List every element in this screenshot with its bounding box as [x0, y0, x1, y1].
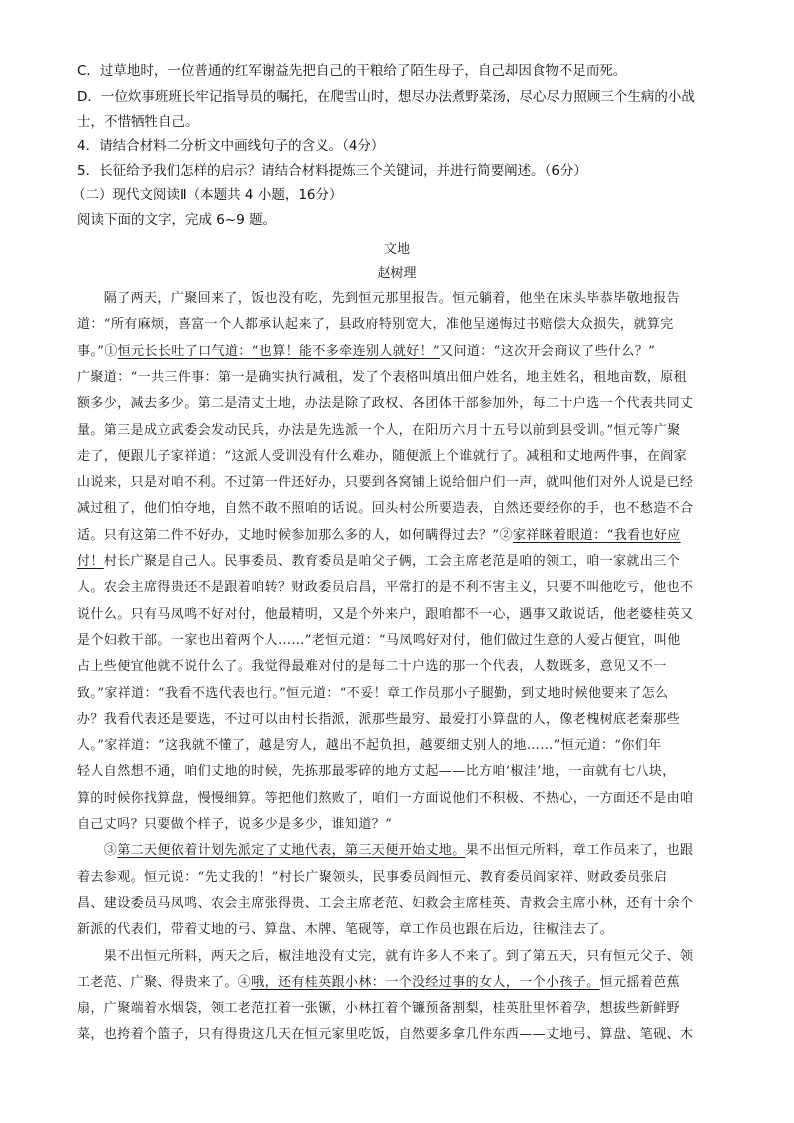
text-run: 新派的代表们，带着丈地的弓、算盘、木牌、笔砚等，章工作员也跟在后边，往椒洼去了。: [77, 922, 614, 938]
article-line: [77, 473, 727, 493]
article-line: [77, 368, 727, 388]
text-run: 额多少，减去多少。第二是清丈土地，办法是除了政权、各团体干部参加外，每二十户选一个代表共同丈: [77, 396, 694, 412]
underlined-sentence: 哦，还有桂英跟小林：一个没经过事的女人，一个小孩子。: [251, 974, 600, 990]
text-run: 走了，便跟儿子家祥道：“这派人受训没有什么难办，随便派上个谁就行了。减租和丈地两件事，在阎家: [77, 448, 688, 464]
text-run: 菜，也挎着个篮子，只有得贵这几天在恒元家里吃饭，自然要多拿几件东西——丈地弓、算盘、笔砚、木: [77, 1027, 694, 1043]
article-line: [77, 815, 727, 835]
article-line: [77, 920, 727, 940]
underlined-sentence: 家祥眯着眼道：“我看也好应: [512, 527, 681, 543]
text-run: 轻人自然想不通，咱们丈地的时候，先拣那最零碎的地方丈起——比方咱‘椒洼’地，一亩就有七八块，: [77, 764, 676, 780]
text-run: 减过租了，他们怕夺地，自然不敢不照咱的话说。回头村公所要造表，自然还要经你的手，也不愁造不合: [77, 501, 694, 517]
article-line: [77, 499, 727, 519]
underlined-sentence: 第二天便依着计划先派定了丈地代表，第三天便开始丈地。: [117, 843, 466, 859]
text-run: 广聚道：“一共三件事：第一是确实执行减租，发了个表格叫填出佃户姓名，地主姓名，租地亩数，原租: [77, 369, 688, 385]
reading-instruction: 阅读下面的文字，完成 6~9 题。: [77, 212, 277, 228]
text-run: 占上些便宜他就不说什么了。我觉得最难对付的是每二十户选的那一个代表，人数既多，意见又不一: [77, 659, 667, 675]
text-run: ③: [77, 843, 118, 859]
text-run: 算的时候你找算盘，慢慢细算。等把他们熬败了，咱们一方面说他们不积极、不热心，一方面还不是由咱: [77, 790, 694, 806]
article-line: [77, 289, 727, 309]
text-run: 着去参观。恒元说：“先丈我的！”村长广聚领头，民事委员阎恒元、教育委员阎家祥、财政委员张启: [77, 869, 668, 885]
article-line: [77, 762, 727, 782]
article-line: [77, 552, 727, 572]
article-line: [77, 315, 727, 335]
article-line: [77, 447, 727, 467]
article-line: [77, 736, 727, 756]
underlined-sentence: 付！: [77, 554, 104, 569]
text-run: 果不出恒元所料，章工作员来了，也跟: [465, 843, 694, 859]
article-line: [77, 421, 727, 441]
article-line: [77, 947, 727, 967]
article-line: [77, 605, 727, 625]
option-d-line-2: 士，不惜牺牲自己。: [77, 114, 199, 130]
article-line: [77, 789, 727, 809]
text-run: 昌、建设委员马凤鸣、农会主席张得贵、工会主席老范、妇救会主席桂英、青救会主席小林，还有十余个: [77, 895, 694, 911]
article-line: [77, 342, 727, 362]
article-line: [77, 657, 727, 677]
text-run: 山说来，只是对咱不利。不过第一件还好办，只要到各窝铺上说给佃户们一声，就叫他们对外人说是已经: [77, 475, 694, 491]
text-run: 人。农会主席得贵还不是跟着咱转？财政委员启昌，平常打的是不利不害主义，只要不叫他吃亏，他也不: [77, 580, 694, 596]
text-run: 量。第三是成立武委会发动民兵，办法是先选派一个人，在阳历六月十五号以前到县受训。”恒元等广聚: [77, 422, 681, 438]
article-line: [77, 526, 727, 546]
text-run: 恒元摇着芭蕉: [599, 974, 681, 990]
question-5: 5．长征给予我们怎样的启示？请结合材料提炼三个关键词，并进行简要阐述。（6分）: [77, 163, 587, 179]
article-line: [77, 710, 727, 730]
article-line: [77, 684, 727, 704]
text-run: 人。”家祥道：“这我就不懂了，越是穷人，越出不起负担，越要细丈别人的地……”恒元道：“你们年: [77, 738, 662, 754]
text-run: 是个妇救干部。一家也出着两个人……”老恒元道：“马凤鸣好对付，他们做过生意的人爱占便宜，叫他: [77, 632, 681, 648]
text-run: 又问道：“这次开会商议了些什么？”: [440, 343, 656, 359]
text-run: 隔了两天，广聚回来了，饭也没有吃，先到恒元那里报告。恒元躺着，他坐在床头毕恭毕敬地报告: [77, 291, 681, 306]
option-d-line-1: D．一位炊事班班长牢记指导员的嘱托，在爬雪山时，想尽办法煮野菜汤，尽心尽力照顾三个生病的小战: [77, 89, 695, 105]
question-4: 4．请结合材料二分析文中画线句子的含义。（4分）: [77, 138, 385, 154]
text-run: 说什么。只有马凤鸣不好对付，他最精明，又是个外来户，跟咱都不一心，遇事又敢说话，他老婆桂英又: [77, 606, 694, 622]
article-line: [77, 394, 727, 414]
article-title: 文地: [383, 242, 410, 257]
text-run: 办？我看代表还是要选，不过可以由村长指派，派那些最穷、最爱打小算盘的人，像老槐树底老秦那些: [77, 711, 681, 727]
text-run: 村长广聚是自己人。民事委员、教育委员是咱父子俩，工会主席老范是咱的领工，咱一家就出三个: [103, 554, 681, 569]
text-run: 扇，广聚端着水烟袋，领工老范扛着一张镢，小林扛着个镰预备割梨，桂英肚里怀着孕，想拔些新鲜野: [77, 1001, 681, 1017]
text-run: 工老范、广聚、得贵来了。④: [77, 974, 252, 990]
article-line: [77, 894, 727, 914]
article-line: [77, 841, 727, 861]
article-line: [77, 999, 727, 1019]
section-heading: （二）现代文阅读Ⅱ（本题共 4 小题，16分）: [72, 187, 343, 203]
article-line: [77, 631, 727, 651]
article-line: [77, 1025, 727, 1045]
text-run: 道：“所有麻烦，喜富一个人都承认起来了，县政府特别宽大，准他呈递悔过书赔偿大众损失，就算完: [77, 317, 674, 333]
text-run: 自己丈吗？只要做个样子，说多少是多少，谁知道？”: [77, 817, 393, 832]
article-author: 赵树理: [377, 266, 417, 281]
text-run: 致。”家祥道：“我看不选代表也行。”恒元道：“不妥！章工作员那小子腿勤，到丈地时候他要来了怎么: [77, 685, 669, 701]
article-line: [77, 578, 727, 598]
text-run: 适。只有这第二件不好办，丈地时候参加那么多的人，如何瞒得过去？”②: [77, 527, 513, 543]
article-line: [77, 973, 727, 993]
underlined-sentence: 恒元长长吐了口气道：“也算！能不多牵连别人就好！”: [117, 343, 441, 359]
text-run: 果不出恒元所料，两天之后，椒洼地没有丈完，就有许多人不来了。到了第五天，只有恒元父子、领: [77, 948, 694, 964]
article-line: [77, 868, 727, 888]
text-run: 事。”①: [77, 343, 118, 359]
option-c: C．过草地时，一位普通的红军谢益先把自己的干粮给了陌生母子，自己却因食物不足而死。: [77, 63, 627, 79]
